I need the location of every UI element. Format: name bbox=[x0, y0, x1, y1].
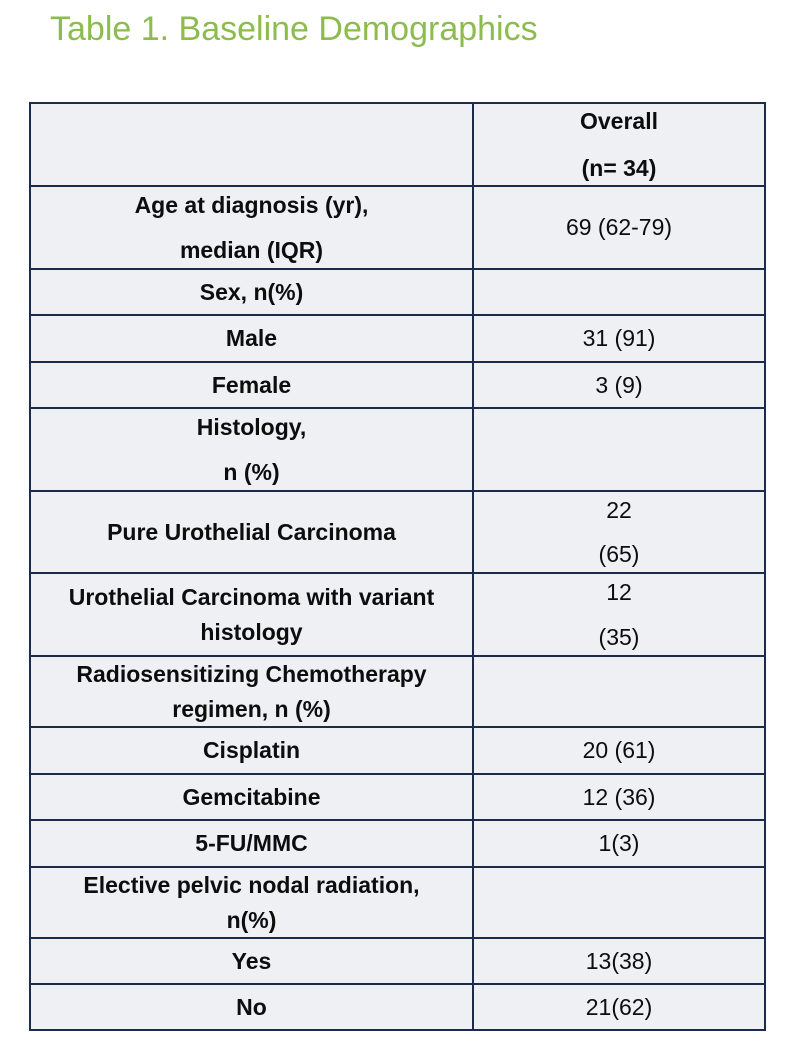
row-label-line: n(%) bbox=[226, 906, 277, 933]
table-row bbox=[30, 186, 765, 269]
table-row bbox=[30, 315, 765, 362]
row-value-line: 22 bbox=[606, 496, 632, 523]
row-value-line: 12 bbox=[606, 579, 632, 606]
table-row bbox=[30, 938, 765, 984]
overall-label: Overall bbox=[580, 108, 658, 135]
row-value-line: (65) bbox=[598, 541, 640, 567]
overall-n: (n= 34) bbox=[581, 154, 657, 181]
row-label: 5-FU/MMC bbox=[30, 820, 473, 867]
row-label: Sex, n(%) bbox=[30, 269, 473, 315]
row-label: Female bbox=[30, 362, 473, 408]
table-row bbox=[30, 774, 765, 820]
row-label bbox=[30, 573, 473, 656]
table-row bbox=[30, 408, 765, 491]
row-value-line: (35) bbox=[598, 623, 640, 650]
baseline-demographics-table bbox=[29, 102, 766, 1031]
table-row bbox=[30, 269, 765, 315]
row-label-line: Histology, bbox=[196, 414, 307, 441]
row-label bbox=[30, 186, 473, 269]
row-label-line: regimen, n (%) bbox=[172, 695, 331, 722]
row-label: Male bbox=[30, 315, 473, 362]
header-row bbox=[30, 103, 765, 186]
row-value bbox=[473, 573, 765, 656]
row-value: 3 (9) bbox=[473, 362, 765, 408]
row-label: No bbox=[30, 984, 473, 1030]
table-row bbox=[30, 362, 765, 408]
table-title: Table 1. Baseline Demographics bbox=[50, 10, 538, 48]
row-value: 12 (36) bbox=[473, 774, 765, 820]
row-label bbox=[30, 867, 473, 938]
row-label-line: n (%) bbox=[223, 458, 280, 485]
row-value bbox=[473, 656, 765, 727]
row-label-line: Elective pelvic nodal radiation, bbox=[83, 872, 420, 899]
row-value: 1(3) bbox=[473, 820, 765, 867]
row-value: 13(38) bbox=[473, 938, 765, 984]
row-value: 31 (91) bbox=[473, 315, 765, 362]
header-empty-cell bbox=[30, 103, 473, 186]
row-value: 21(62) bbox=[473, 984, 765, 1030]
row-label: Gemcitabine bbox=[30, 774, 473, 820]
row-label-line: median (IQR) bbox=[179, 236, 324, 263]
row-value bbox=[473, 269, 765, 315]
table-row bbox=[30, 984, 765, 1030]
row-label: Cisplatin bbox=[30, 727, 473, 774]
row-value bbox=[473, 867, 765, 938]
table-row bbox=[30, 727, 765, 774]
table-row bbox=[30, 820, 765, 867]
table-row bbox=[30, 573, 765, 656]
row-label-line: Radiosensitizing Chemotherapy bbox=[76, 661, 427, 688]
row-label: Pure Urothelial Carcinoma bbox=[30, 491, 473, 573]
row-label: Yes bbox=[30, 938, 473, 984]
row-value: 20 (61) bbox=[473, 727, 765, 774]
header-overall-cell bbox=[473, 103, 765, 186]
table-row bbox=[30, 867, 765, 938]
table-row bbox=[30, 656, 765, 727]
row-label-line: Age at diagnosis (yr), bbox=[134, 192, 369, 219]
row-label-line: histology bbox=[200, 618, 303, 645]
row-value bbox=[473, 491, 765, 573]
table-row bbox=[30, 491, 765, 573]
row-value: 69 (62-79) bbox=[473, 186, 765, 269]
row-label bbox=[30, 656, 473, 727]
row-label bbox=[30, 408, 473, 491]
row-label-line: Urothelial Carcinoma with variant bbox=[68, 584, 435, 611]
row-value bbox=[473, 408, 765, 491]
